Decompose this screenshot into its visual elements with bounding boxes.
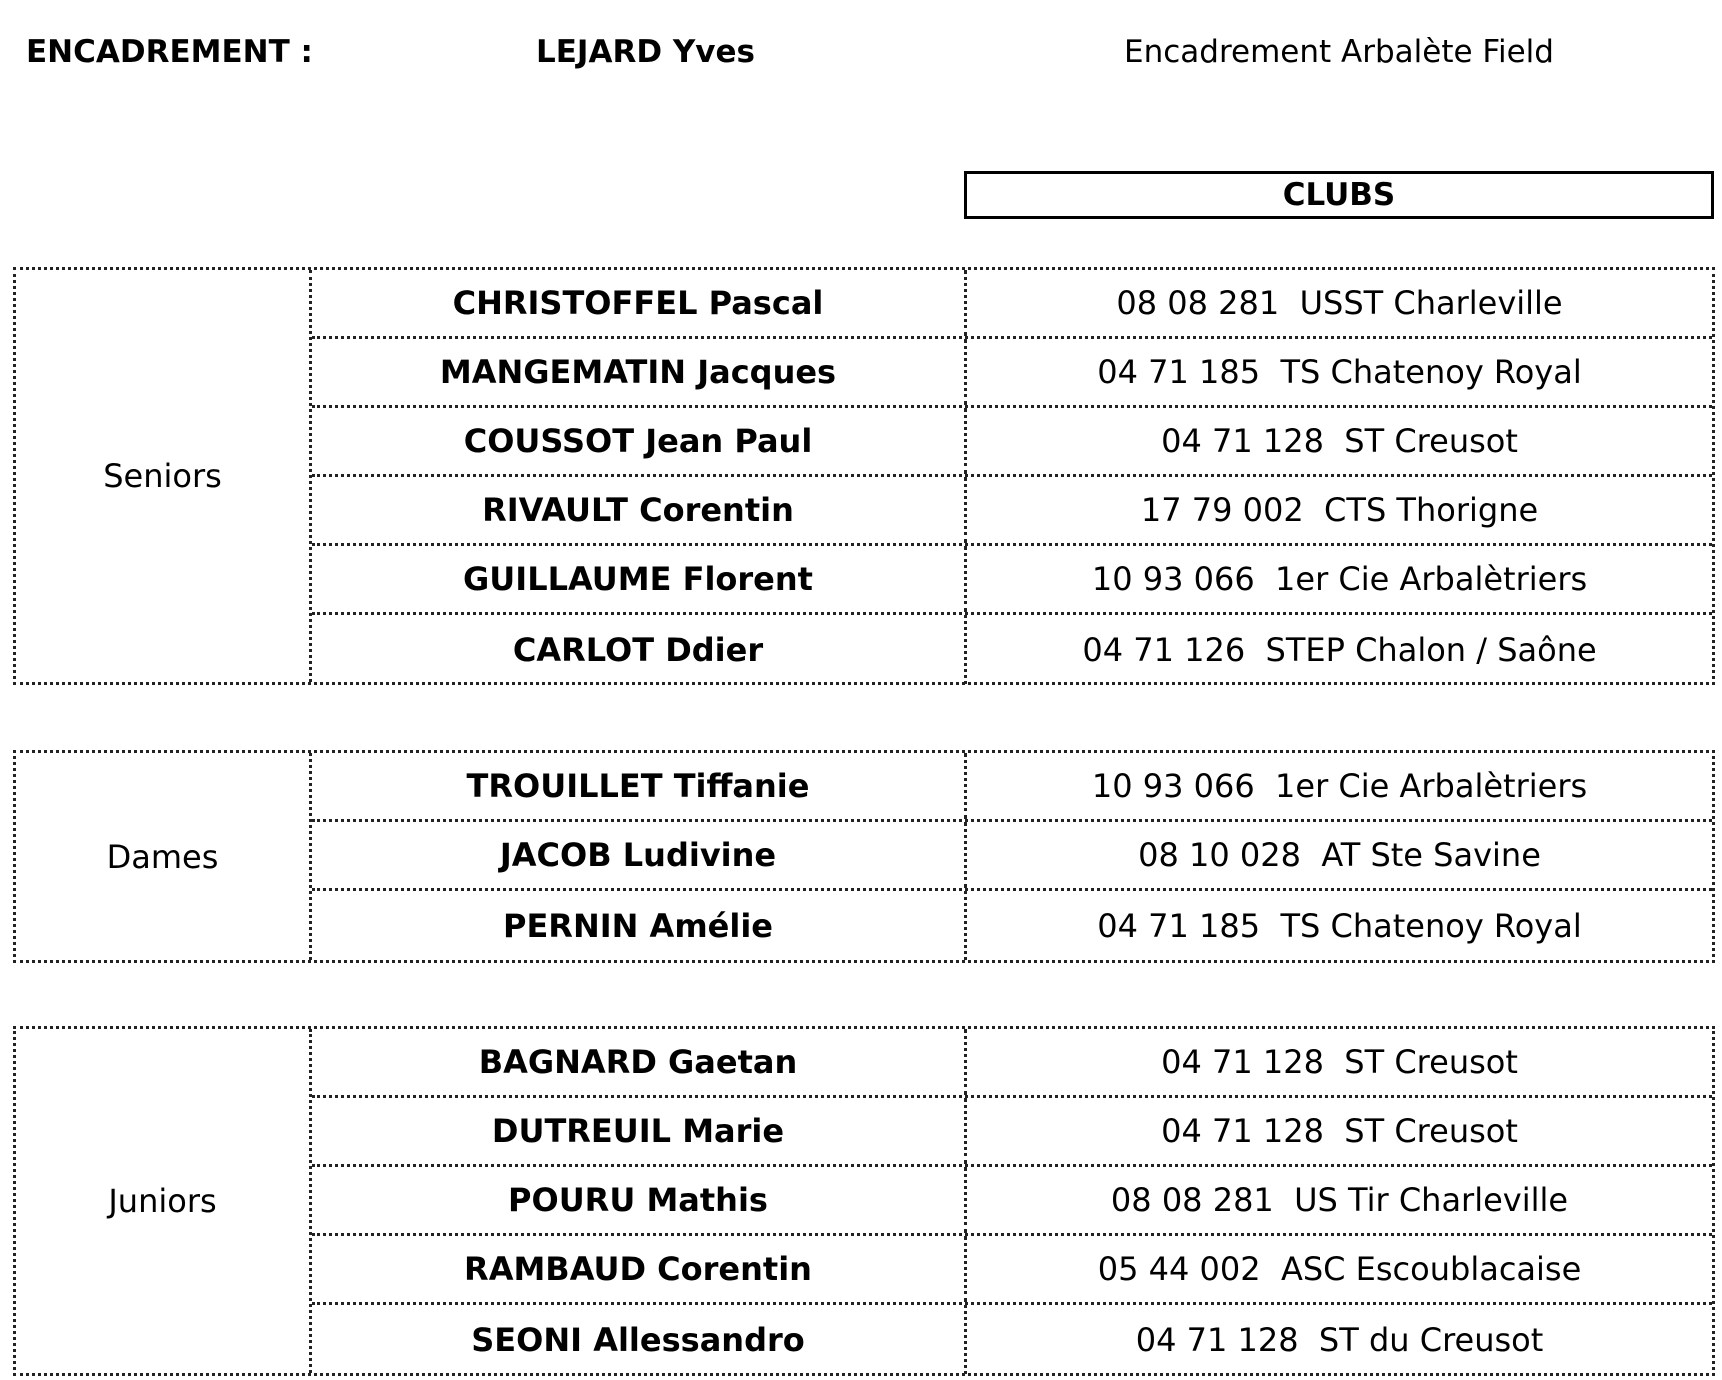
table-row [312, 270, 1712, 339]
member-name: GUILLAUME Florent [312, 546, 967, 612]
member-club: 08 08 281 USST Charleville [1116, 284, 1563, 322]
member-name: RAMBAUD Corentin [312, 1236, 967, 1302]
member-club: 04 71 128 ST Creusot [1161, 1112, 1518, 1150]
member-name: TROUILLET Tiffanie [312, 753, 967, 819]
category-label: Dames [16, 753, 312, 960]
member-club: 08 10 028 AT Ste Savine [1138, 836, 1541, 874]
member-name: RIVAULT Corentin [312, 477, 967, 543]
member-name: MANGEMATIN Jacques [312, 339, 967, 405]
header-label: ENCADREMENT : [26, 34, 313, 70]
member-club: 04 71 128 ST Creusot [1161, 1043, 1518, 1081]
member-club: 05 44 002 ASC Escoublacaise [1097, 1250, 1582, 1288]
group-dames [13, 750, 1715, 963]
member-name: BAGNARD Gaetan [312, 1029, 967, 1095]
member-name: SEONI Allessandro [312, 1305, 967, 1374]
member-club: 04 71 126 STEP Chalon / Saône [1082, 630, 1597, 669]
table-row [312, 615, 1712, 684]
clubs-column-header: CLUBS [964, 171, 1714, 219]
member-name: CHRISTOFFEL Pascal [312, 270, 967, 336]
group-juniors [13, 1026, 1715, 1376]
member-name: DUTREUIL Marie [312, 1098, 967, 1164]
member-name: JACOB Ludivine [312, 822, 967, 888]
table-row [312, 1167, 1712, 1236]
member-club: 04 71 128 ST du Creusot [1135, 1320, 1544, 1359]
header-role: Encadrement Arbalète Field [1124, 34, 1554, 70]
member-club: 10 93 066 1er Cie Arbalètriers [1091, 560, 1588, 598]
table-row [312, 1305, 1712, 1374]
table-row [312, 546, 1712, 615]
header-supervisor-name: LEJARD Yves [536, 34, 755, 70]
table-row [312, 753, 1712, 822]
table-row [312, 477, 1712, 546]
table-row [312, 1236, 1712, 1305]
member-club: 08 08 281 US Tir Charleville [1110, 1181, 1569, 1219]
table-row [312, 891, 1712, 960]
member-name: POURU Mathis [312, 1167, 967, 1233]
member-club: 04 71 128 ST Creusot [1161, 422, 1518, 460]
member-name: PERNIN Amélie [312, 891, 967, 960]
member-club: 04 71 185 TS Chatenoy Royal [1097, 906, 1582, 945]
member-club: 10 93 066 1er Cie Arbalètriers [1091, 767, 1588, 805]
table-row [312, 408, 1712, 477]
category-label: Seniors [16, 270, 312, 682]
member-club: 17 79 002 CTS Thorigne [1140, 491, 1539, 529]
group-seniors [13, 267, 1715, 685]
table-row [312, 822, 1712, 891]
member-name: COUSSOT Jean Paul [312, 408, 967, 474]
category-label: Juniors [16, 1029, 312, 1373]
member-name: CARLOT Ddier [312, 615, 967, 684]
member-club: 04 71 185 TS Chatenoy Royal [1097, 353, 1582, 391]
table-row [312, 1029, 1712, 1098]
table-row [312, 339, 1712, 408]
table-row [312, 1098, 1712, 1167]
